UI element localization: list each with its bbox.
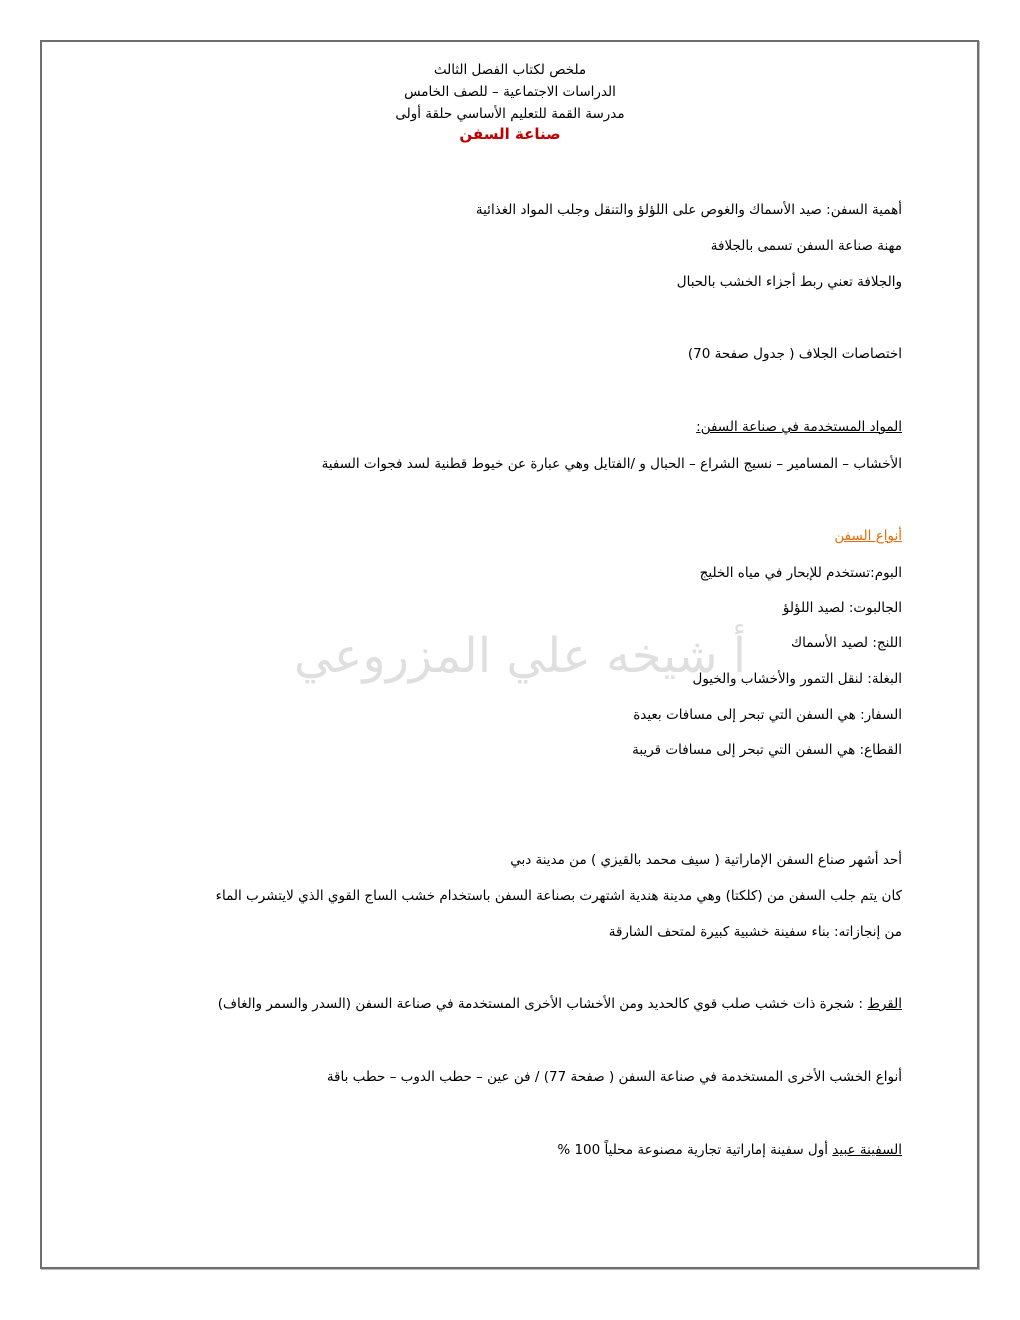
ship-type-item: القطاع: هي السفن التي تبحر إلى مسافات قريبة: [632, 742, 902, 758]
obaid-line: [557, 1141, 902, 1159]
page-title: صناعة السفن: [459, 125, 561, 143]
ship-type-item: البوم:تستخدم للإبحار في مياه الخليج: [699, 565, 902, 581]
qarat-term: القرط: [867, 996, 902, 1012]
obaid-text: أول سفينة إماراتية تجارية مصنوعة محلياً 100 %: [557, 1142, 833, 1158]
specializations-line: اختصاصات الجلاف ( جدول صفحة 70): [687, 346, 902, 362]
importance-line: أهمية السفن: صيد الأسماك والغوص على اللؤلؤ والتنقل وجلب المواد الغذائية: [475, 202, 902, 218]
qarat-line: [218, 995, 902, 1013]
meaning-line: والجلافة تعني ربط أجزاء الخشب بالحبال: [676, 274, 902, 290]
header-line-1: ملخص لكتاب الفصل الثالث: [433, 62, 587, 78]
ship-type-item: الجالبوت: لصيد اللؤلؤ: [782, 600, 902, 616]
ship-type-item: السفار: هي السفن التي تبحر إلى مسافات بعيدة: [633, 707, 902, 723]
profession-line: مهنة صناعة السفن تسمى بالجلافة: [710, 238, 902, 254]
ship-type-item: البغلة: لنقل التمور والأخشاب والخيول: [692, 671, 902, 687]
obaid-term: السفينة عبيد: [832, 1142, 902, 1158]
ship-type-item: اللنج: لصيد الأسماك: [790, 635, 902, 651]
ship-types-heading: أنواع السفن: [834, 528, 902, 544]
qarat-text: : شجرة ذات خشب صلب قوي كالحديد ومن الأخشاب الأخرى المستخدمة في صناعة السفن (السدر والسمر والغاف): [217, 996, 868, 1012]
other-woods-line: أنواع الخشب الأخرى المستخدمة في صناعة السفن ( صفحة 77) / فن عين – حطب الدوب – حطب باقة: [326, 1069, 902, 1085]
watermark: أ شيخه علي المزروعي: [293, 628, 747, 684]
materials-heading: المواد المستخدمة في صناعة السفن:: [696, 419, 902, 435]
materials-list: الأخشاب – المسامير – نسيج الشراع – الحبال و /الفتايل وهي عبارة عن خيوط قطنية لسد فجوات السفية: [321, 456, 902, 472]
header-line-3: مدرسة القمة للتعليم الأساسي حلقة أولى: [395, 106, 625, 122]
famous-maker-line: أحد أشهر صناع السفن الإماراتية ( سيف محمد بالقيزي ) من مدينة دبي: [510, 852, 902, 868]
header-line-2: الدراسات الاجتماعية – للصف الخامس: [404, 84, 616, 100]
achievements-line: من إنجازاته: بناء سفينة خشبية كبيرة لمتحف الشارقة: [608, 924, 902, 940]
kolkata-line: كان يتم جلب السفن من (كلكتا) وهي مدينة هندية اشتهرت بصناعة السفن باستخدام خشب الساج القوي الذي لايتشرب الماء: [215, 888, 902, 904]
